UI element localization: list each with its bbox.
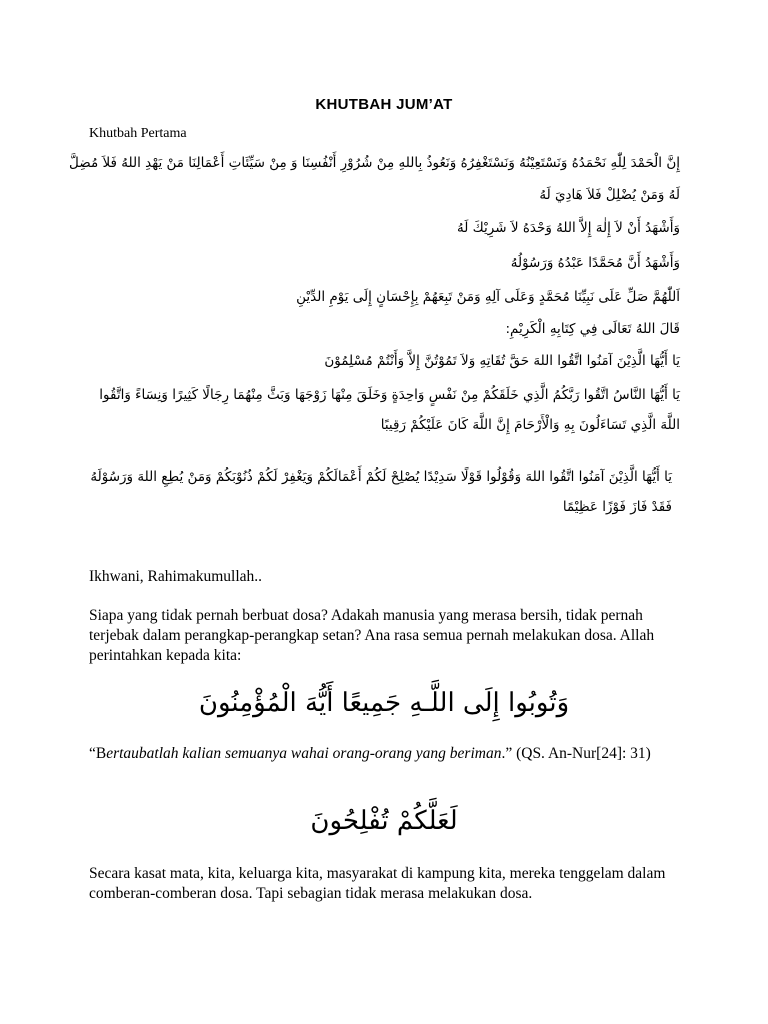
translation-reference: .” (QS. An-Nur[24]: 31): [501, 745, 651, 762]
paragraph-intro: Siapa yang tidak pernah berbuat dosa? Adakah manusia yang merasa bersih, tidak pernah terjebak dalam perangkap-perangkap setan? Ana rasa semua pernah melakukan dosa. Allah perintahkan kepada kita:: [89, 607, 655, 664]
arabic-line-2: لَهُ وَمَنْ يُضْلِلْ فَلاَ هَادِيَ لَهُ: [539, 187, 680, 203]
page-title: KHUTBAH JUM’AT: [315, 96, 453, 113]
quran-verse-an-nur: وَتُوبُوا إِلَى اللَّـهِ جَمِيعًا أَيُّهَ الْمُؤْمِنُونَ: [198, 688, 570, 718]
paragraph-reflection: Secara kasat mata, kita, keluarga kita, masyarakat di kampung kita, mereka tenggelam dalam comberan-comberan dosa. Tapi sebagian tidak merasa melakukan dosa.: [89, 865, 666, 902]
arabic-nisa-verse: يَا أَيُّهَا النَّاسُ اتَّقُوا رَبَّكُمُ الَّذِي خَلَقَكُمْ مِنْ نَفْسٍ وَاحِدَةٍ وَخَلَقَ مِنْهَا زَوْجَهَا وَبَثَّ مِنْهُمَا رِجَالًا كَثِيرًا وَنِسَاءً وَاتَّقُوا اللَّهَ الَّذِي تَسَاءَلُونَ بِهِ وَالْأَرْحَامَ إِنَّ اللَّهَ كَانَ عَلَيْكُمْ رَقِيبًا: [99, 387, 680, 433]
arabic-line-6: قَالَ اللهُ تَعَالَى فِي كِتَابِهِ الْكَرِيْمِ:: [505, 321, 680, 337]
greeting: Ikhwani, Rahimakumullah..: [89, 568, 263, 585]
section-subtitle: Khutbah Pertama: [89, 126, 187, 141]
arabic-line-1: إِنَّ الْحَمْدَ لِلّٰهِ نَحْمَدُهُ وَنَسْتَعِيْنُهُ وَنَسْتَغْفِرُهُ وَنَعُوذُ بِاللهِ مِنْ شُرُوْرِ أَنْفُسِنَا وَ مِنْ سَيِّئَاتِ أَعْمَالِنَا مَنْ يَهْدِ اللهُ فَلاَ مُضِلَّ: [69, 155, 680, 171]
arabic-ahzab-verse: يَا أَيُّهَا الَّذِيْنَ آمَنُوا اتَّقُوا اللهَ وَقُوْلُوا قَوْلًا سَدِيْدًا يُصْلِحْ لَكُمْ أَعْمَالَكُمْ وَيَغْفِرْ لَكُمْ ذُنُوْبَكُمْ وَمَنْ يُطِعِ اللهَ وَرَسُوْلَهُ فَقَدْ فَازَ فَوْزًا عَظِيْمًا: [90, 469, 672, 515]
arabic-line-7: يَا أَيُّهَا الَّذِيْنَ آمَنُوا اتَّقُوا اللهَ حَقَّ تُقَاتِهِ وَلاَ تَمُوْتُنَّ إِلاَّ وَأَنْتُمْ مُسْلِمُوْنَ: [324, 353, 680, 369]
translation-italic: ertaubatlah kalian semuanya wahai orang-orang yang beriman: [106, 745, 502, 762]
arabic-line-3: وَأَشْهَدُ أَنْ لاَ إِلٰهَ إِلاَّ اللهُ وَحْدَهُ لاَ شَرِيْكَ لَهُ: [457, 220, 680, 236]
arabic-line-4: وَأَشْهَدُ أَنَّ مُحَمَّدًا عَبْدُهُ وَرَسُوْلُهُ: [510, 255, 680, 271]
verse-translation: [89, 744, 672, 764]
quote-open: “B: [89, 745, 107, 762]
quran-verse-tuflihun: لَعَلَّكُمْ تُفْلِحُونَ: [310, 806, 458, 836]
arabic-line-5: اَللّٰهُمَّ صَلِّ عَلَى نَبِيِّنَا مُحَمَّدٍ وَعَلَى آلِهِ وَمَنْ تَبِعَهُمْ بِإِحْسَانٍ إِلَى يَوْمِ الدِّيْنِ: [296, 289, 680, 305]
